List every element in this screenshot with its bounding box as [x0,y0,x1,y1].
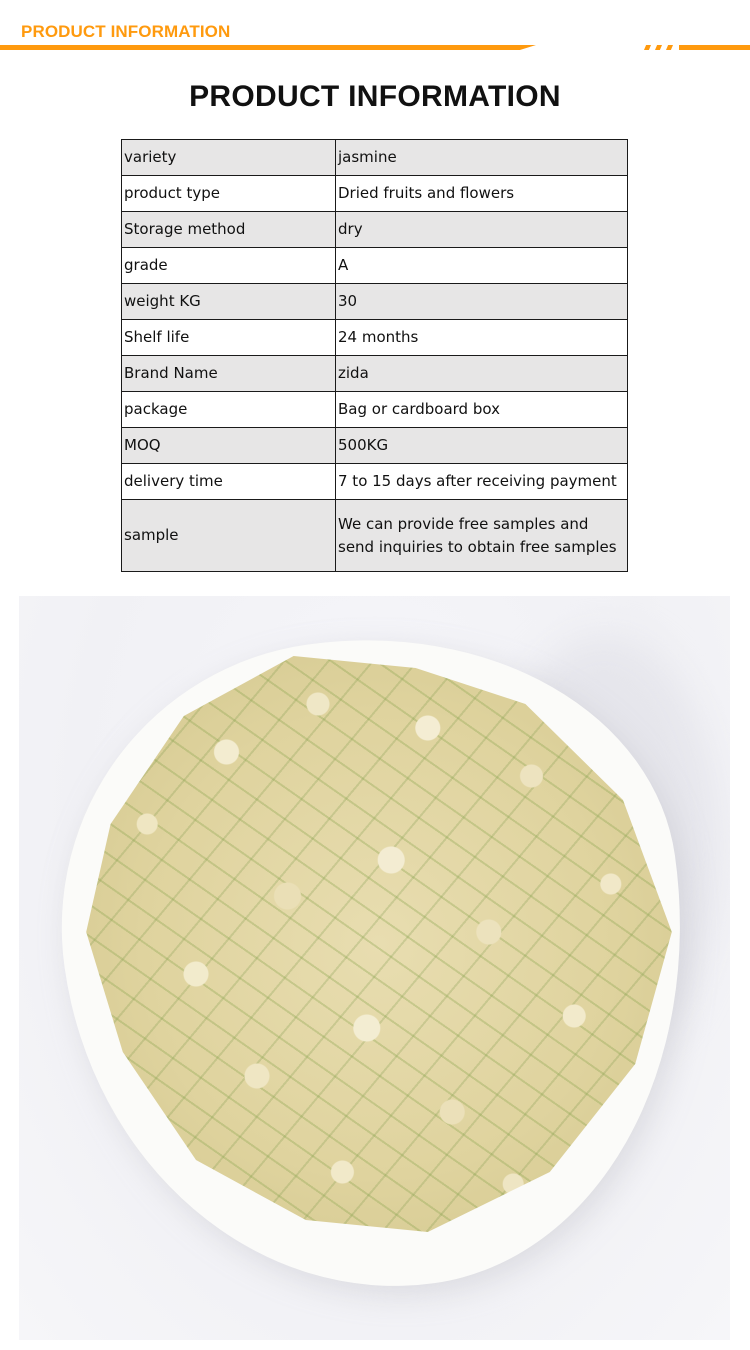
header-divider-right [679,45,750,50]
spec-value: 24 months [336,320,628,356]
product-photo [19,596,730,1340]
spec-key: Shelf life [122,320,336,356]
table-row [122,320,628,356]
table-row [122,284,628,320]
spec-key: Storage method [122,212,336,248]
spec-key: grade [122,248,336,284]
spec-value: 30 [336,284,628,320]
spec-value: 7 to 15 days after receiving payment [336,464,628,500]
spec-key: MOQ [122,428,336,464]
spec-table [121,139,628,572]
table-row [122,428,628,464]
section-header-label: PRODUCT INFORMATION [21,22,231,41]
spec-value: dry [336,212,628,248]
table-row [122,464,628,500]
spec-value: A [336,248,628,284]
table-row [122,248,628,284]
table-row [122,176,628,212]
header-divider-stripe [644,45,651,50]
spec-key: delivery time [122,464,336,500]
spec-value: zida [336,356,628,392]
table-row [122,212,628,248]
spec-value: Dried fruits and flowers [336,176,628,212]
spec-key: variety [122,140,336,176]
section-header [0,0,750,60]
spec-value: jasmine [336,140,628,176]
header-divider-left [0,45,536,50]
spec-key: Brand Name [122,356,336,392]
spec-key: product type [122,176,336,212]
spec-key: package [122,392,336,428]
spec-value: 500KG [336,428,628,464]
spec-key: weight KG [122,284,336,320]
page-title: PRODUCT INFORMATION [189,80,561,113]
spec-value: Bag or cardboard box [336,392,628,428]
header-divider-stripe [655,45,662,50]
table-row [122,140,628,176]
table-row [122,500,628,572]
header-divider-stripe [666,45,673,50]
table-row [122,392,628,428]
spec-key: sample [122,500,336,572]
spec-value: We can provide free samples and send inquiries to obtain free samples [336,500,628,572]
table-row [122,356,628,392]
